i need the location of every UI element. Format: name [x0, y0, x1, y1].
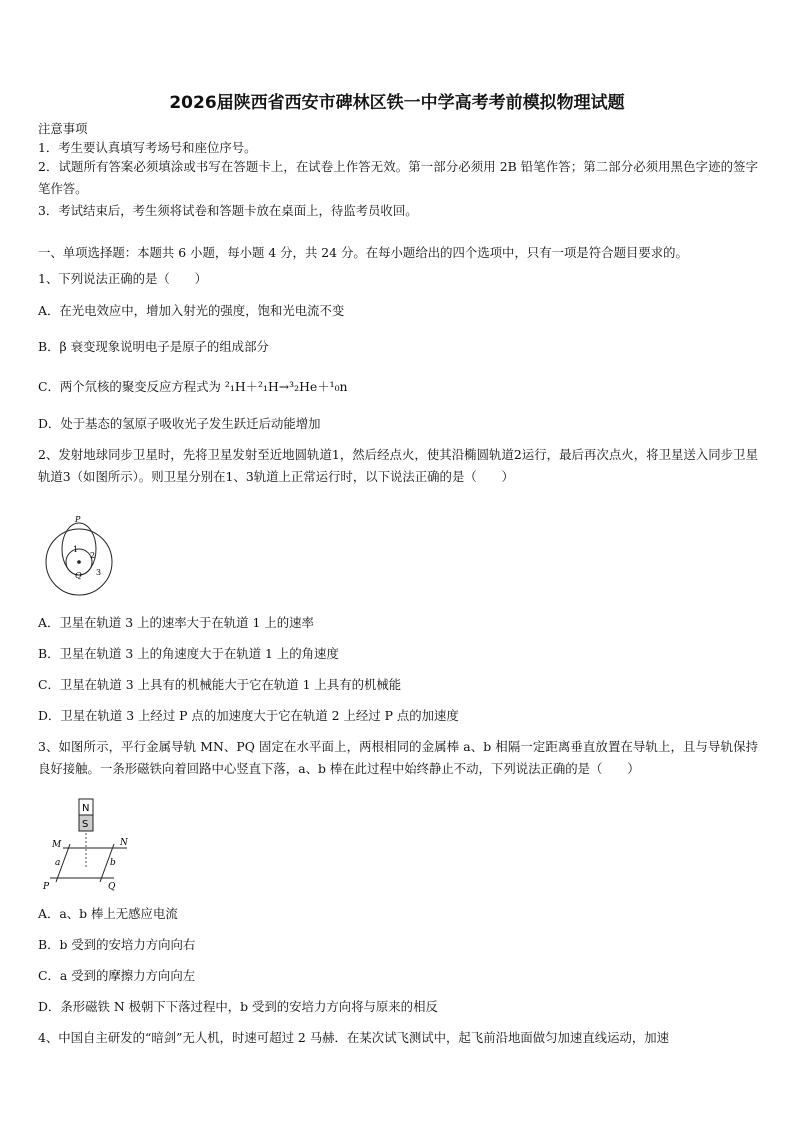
question-2-option-a: A．卫星在轨道 3 上的速率大于在轨道 1 上的速率: [38, 615, 314, 630]
orbit-label-q: Q: [75, 571, 82, 580]
question-1-option-c: C．两个氘核的聚变反应方程式为 ²₁H＋²₁H→³₂He＋¹₀n: [38, 379, 348, 394]
question-2-option-c: C．卫星在轨道 3 上具有的机械能大于它在轨道 1 上具有的机械能: [38, 677, 402, 692]
rail-magnet-diagram: [42, 797, 138, 893]
notice-item-3: 3．考试结束后，考生须将试卷和答题卡放在桌面上，待监考员收回。: [38, 203, 418, 218]
orbit-diagram: [38, 512, 118, 598]
orbit-label-2: 2: [90, 551, 96, 560]
section-heading: 一、单项选择题：本题共 6 小题，每小题 4 分，共 24 分。在每小题给出的四个选项中，只有一项是符合题目要求的。: [38, 245, 688, 260]
question-2-stem: 2、发射地球同步卫星时，先将卫星发射至近地圆轨道1，然后经点火，使其沿椭圆轨道2运行，最后再次点火，将卫星送入同步卫星轨道3（如图所示）。则卫星分别在1、3轨道上正常运行时，以下说法正确的是（ ）: [38, 447, 758, 484]
question-3-option-d: D．条形磁铁 N 极朝下下落过程中，b 受到的安培力方向将与原来的相反: [38, 999, 438, 1014]
orbit-label-3: 3: [96, 568, 102, 577]
page-title: 2026届陕西省西安市碑林区铁一中学高考考前模拟物理试题: [169, 93, 625, 113]
question-3-option-b: B．b 受到的安培力方向向右: [38, 937, 196, 952]
question-2-option-d: D．卫星在轨道 3 上经过 P 点的加速度大于它在轨道 2 上经过 P 点的加速度: [38, 708, 459, 723]
question-4-stem: 4、中国自主研发的“暗剑”无人机，时速可超过 2 马赫．在某次试飞测试中，起飞前沿地面做匀加速直线运动，加速: [38, 1030, 670, 1045]
question-3-option-a: A．a、b 棒上无感应电流: [38, 906, 178, 921]
question-3-option-c: C．a 受到的摩擦力方向向左: [38, 968, 196, 983]
rod-label-b: b: [110, 858, 116, 868]
question-1-option-a: A．在光电效应中，增加入射光的强度，饱和光电流不变: [38, 303, 345, 318]
question-1-option-b: B．β 衰变现象说明电子是原子的组成部分: [38, 339, 269, 354]
notice-item-2: 2．试题所有答案必须填涂或书写在答题卡上，在试卷上作答无效。第一部分必须用 2B 铅笔作答；第二部分必须用黑色字迹的签字笔作答。: [38, 159, 758, 196]
rail-label-n: N: [120, 838, 128, 848]
notice-heading: 注意事项: [38, 121, 88, 136]
orbit-label-p: P: [75, 515, 81, 524]
rail-label-p: P: [43, 882, 50, 892]
question-3-stem: 3、如图所示，平行金属导轨 MN、PQ 固定在水平面上，两根相同的金属棒 a、b 相隔一定距离垂直放置在导轨上，且与导轨保持良好接触。一条形磁铁向着回路中心竖直下落，a、b 棒在此过程中始终静止不动，下列说法正确的是（ ）: [38, 739, 758, 776]
rail-label-m: M: [52, 840, 62, 850]
orbit-label-1: 1: [73, 545, 79, 554]
question-1-stem: 1、下列说法正确的是（ ）: [38, 271, 207, 286]
rail-label-q: Q: [108, 882, 116, 892]
magnet-label-s: S: [82, 819, 89, 830]
notice-item-1: 1．考生要认真填写考场号和座位序号。: [38, 140, 257, 155]
question-2-option-b: B．卫星在轨道 3 上的角速度大于在轨道 1 上的角速度: [38, 646, 339, 661]
question-1-option-d: D．处于基态的氢原子吸收光子发生跃迁后动能增加: [38, 416, 321, 431]
rod-label-a: a: [55, 858, 61, 868]
magnet-label-n: N: [82, 803, 90, 814]
